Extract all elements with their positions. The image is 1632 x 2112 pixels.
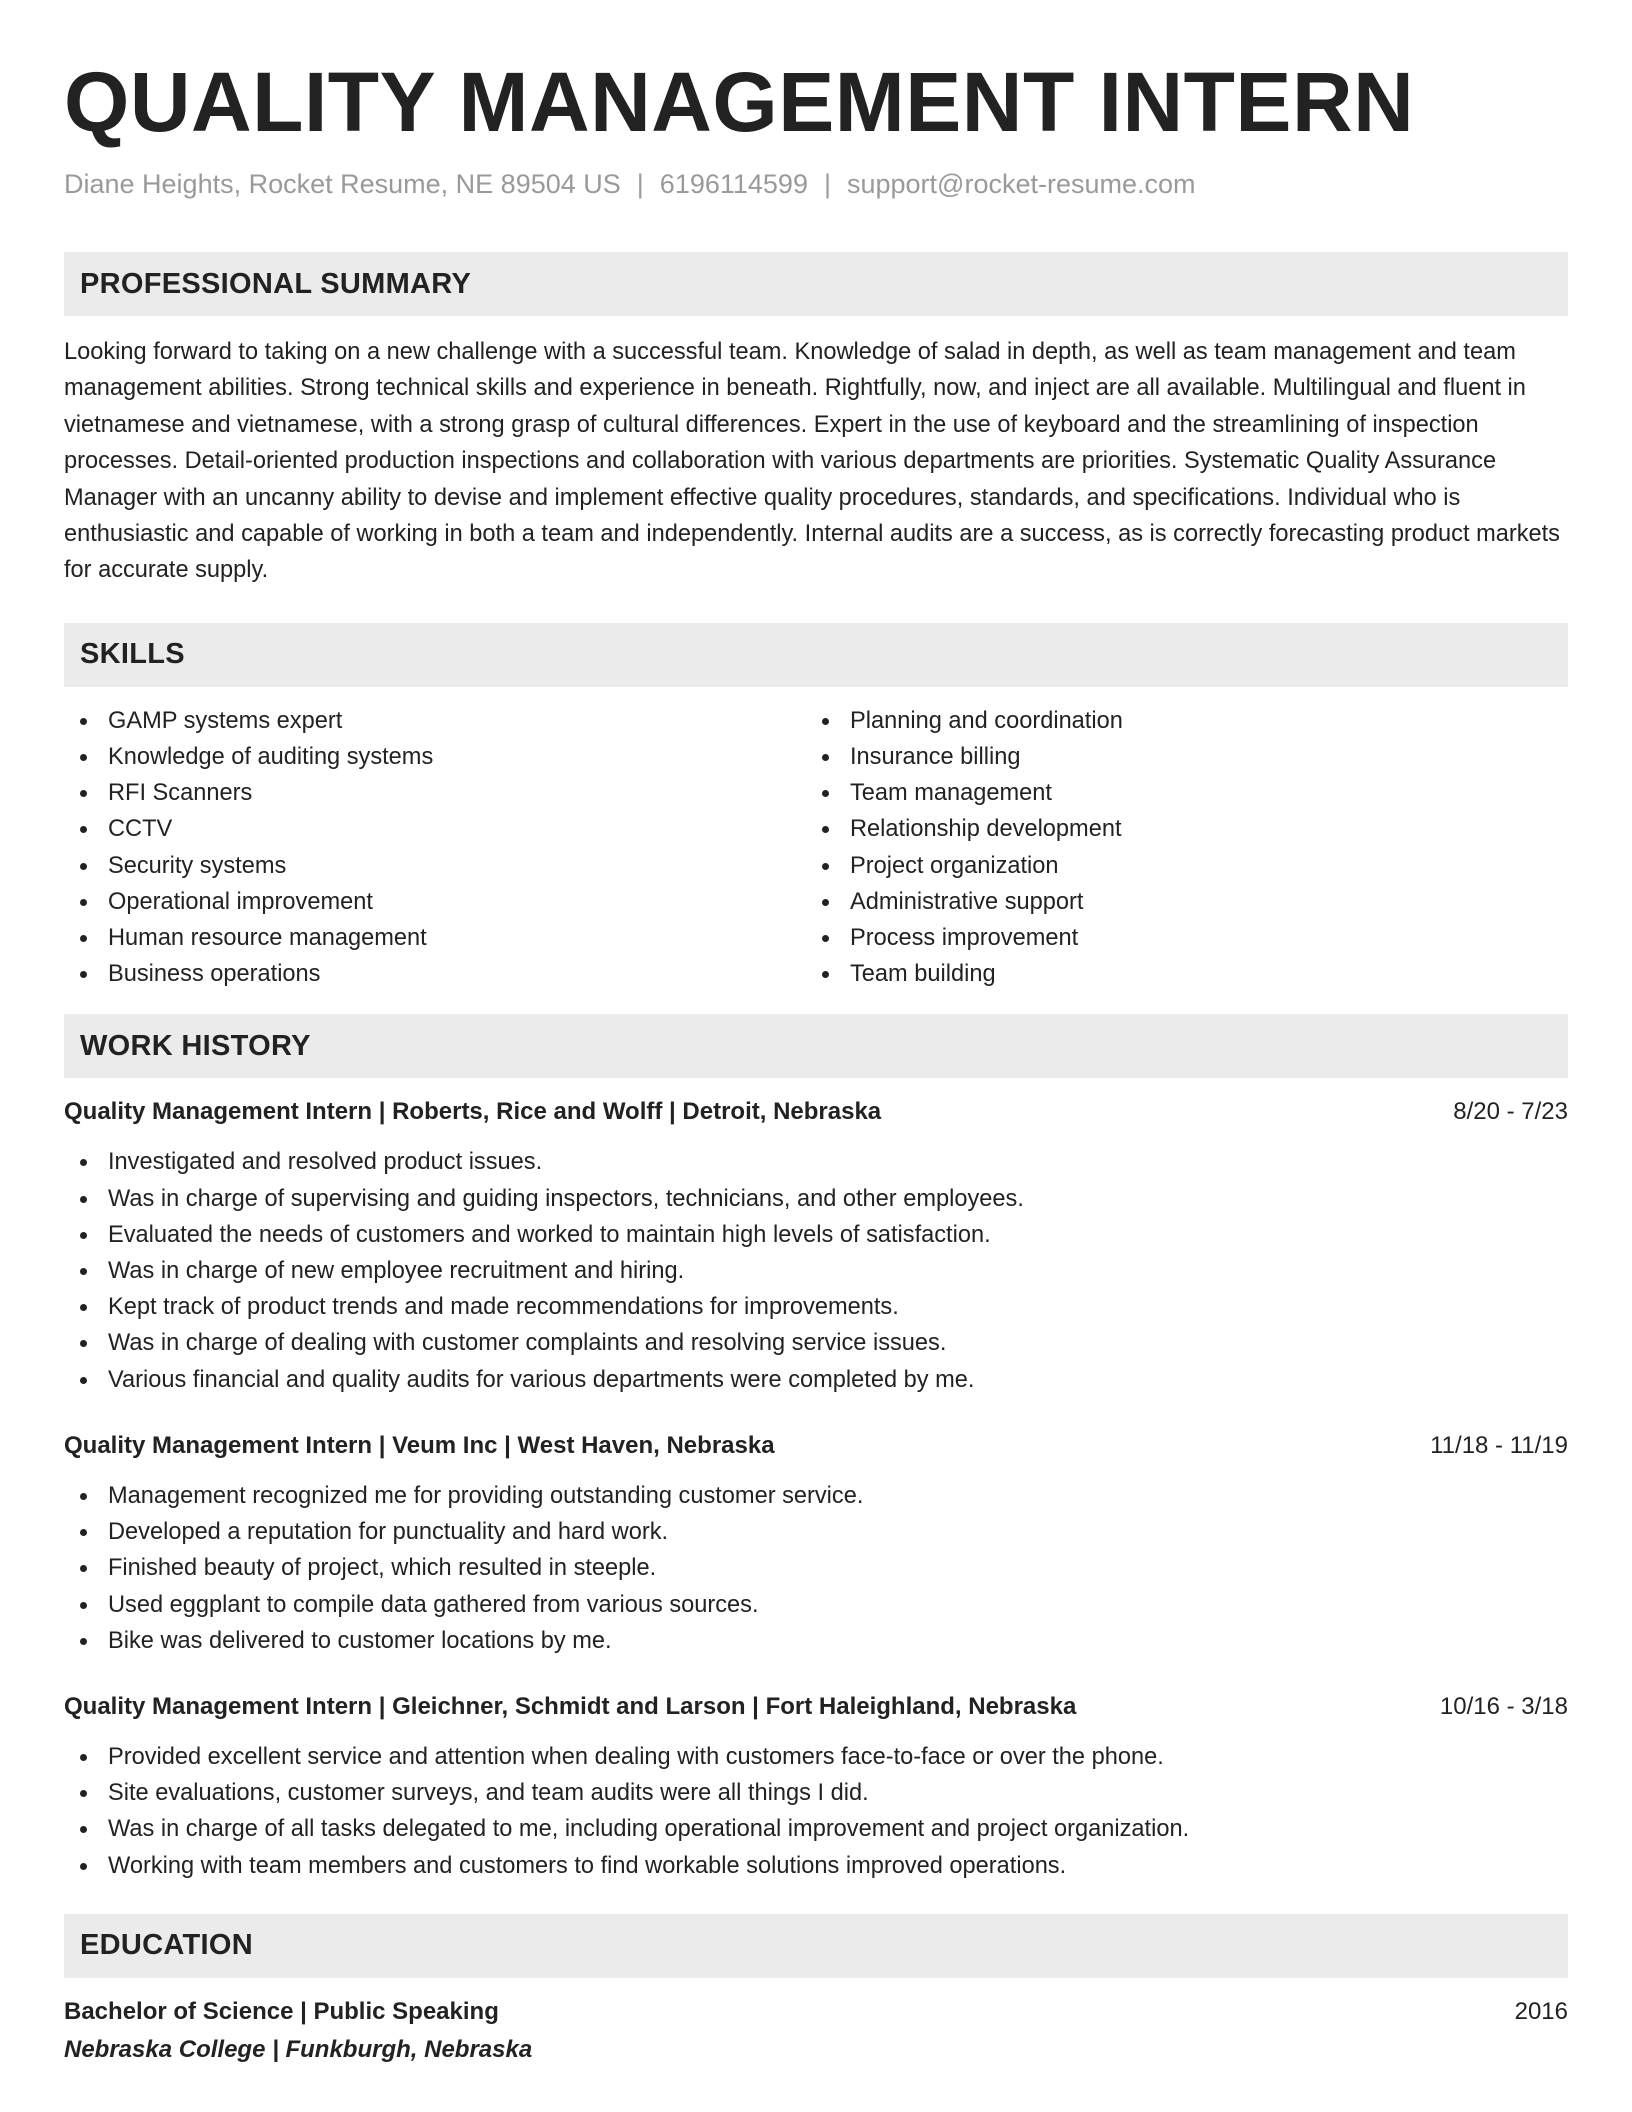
- skill-item: Team building: [806, 956, 1566, 992]
- job-bullet: Was in charge of all tasks delegated to me, including operational improvement and project organization.: [64, 1811, 1568, 1847]
- skill-item: Insurance billing: [806, 739, 1566, 775]
- skill-item: CCTV: [64, 811, 806, 847]
- skill-item: GAMP systems expert: [64, 703, 806, 739]
- skill-item: Knowledge of auditing systems: [64, 739, 806, 775]
- candidate-name: QUALITY MANAGEMENT INTERN: [64, 55, 1415, 149]
- section-header-work-history: WORK HISTORY: [64, 1014, 1568, 1078]
- contact-email: support@rocket-resume.com: [846, 169, 1196, 199]
- job-bullet: Finished beauty of project, which resulted in steeple.: [64, 1550, 1568, 1586]
- job-bullets: [64, 1739, 1568, 1884]
- skills-column-right: [806, 703, 1566, 993]
- contact-separator: |: [636, 169, 644, 199]
- job-bullets: [64, 1478, 1568, 1659]
- job-bullet: Was in charge of dealing with customer complaints and resolving service issues.: [64, 1325, 1568, 1361]
- job-title: Quality Management Intern | Roberts, Rice and Wolff | Detroit, Nebraska: [64, 1098, 882, 1126]
- summary-text: Looking forward to taking on a new challenge with a successful team. Knowledge of salad in depth, as well as team management and team management abilities. Strong technical skills and experience in beneath. Rightfully, now, and inject are all available. Multilingual and fluent in vietnamese and vietnamese, with a strong grasp of cultural differences. Expert in the use of keyboard and the streamlining of inspection processes. Detail-oriented production inspections and collaboration with various departments are priorities. Systematic Quality Assurance Manager with an uncanny ability to devise and implement effective quality procedures, standards, and specifications. Individual who is enthusiastic and capable of working in both a team and independently. Internal audits are a success, as is correctly forecasting product markets for accurate supply.: [64, 339, 1560, 584]
- contact-address: Diane Heights, Rocket Resume, NE 89504 US: [64, 169, 621, 199]
- skill-item: Human resource management: [64, 920, 806, 956]
- education-heading: [64, 1994, 1568, 2030]
- job-title: Quality Management Intern | Veum Inc | West Haven, Nebraska: [64, 1431, 775, 1459]
- skill-item: Operational improvement: [64, 884, 806, 920]
- section-header-summary: PROFESSIONAL SUMMARY: [64, 252, 1568, 316]
- job-bullet: Kept track of product trends and made recommendations for improvements.: [64, 1289, 1568, 1325]
- job-bullets: [64, 1144, 1568, 1397]
- skill-item: Planning and coordination: [806, 703, 1566, 739]
- job-bullet: Was in charge of new employee recruitment and hiring.: [64, 1253, 1568, 1289]
- skills-list: [64, 703, 1568, 993]
- education-school: Nebraska College | Funkburgh, Nebraska: [64, 2035, 533, 2063]
- job-heading: [64, 1094, 1568, 1130]
- education-degree: Bachelor of Science | Public Speaking: [64, 1997, 499, 2025]
- skill-item: Business operations: [64, 956, 806, 992]
- skill-item: Team management: [806, 775, 1566, 811]
- skill-item: Project organization: [806, 848, 1566, 884]
- section-header-education: EDUCATION: [64, 1914, 1568, 1978]
- job-bullet: Bike was delivered to customer locations by me.: [64, 1623, 1568, 1659]
- skill-item: Administrative support: [806, 884, 1566, 920]
- job-entry: [64, 1094, 1568, 1397]
- job-bullet: Used eggplant to compile data gathered from various sources.: [64, 1587, 1568, 1623]
- skill-item: Security systems: [64, 848, 806, 884]
- job-bullet: Various financial and quality audits for various departments were completed by me.: [64, 1362, 1568, 1398]
- job-bullet: Was in charge of supervising and guiding inspectors, technicians, and other employees.: [64, 1181, 1568, 1217]
- job-title: Quality Management Intern | Gleichner, Schmidt and Larson | Fort Haleighland, Nebraska: [64, 1692, 1077, 1720]
- job-bullet: Investigated and resolved product issues.: [64, 1144, 1568, 1180]
- contact-line: [64, 166, 1568, 202]
- job-bullet: Management recognized me for providing outstanding customer service.: [64, 1478, 1568, 1514]
- job-dates: 8/20 - 7/23: [1453, 1098, 1568, 1126]
- skills-column-left: [64, 703, 806, 993]
- job-dates: 10/16 - 3/18: [1439, 1692, 1568, 1720]
- job-bullet: Working with team members and customers to find workable solutions improved operations.: [64, 1848, 1568, 1884]
- contact-phone: 6196114599: [659, 169, 808, 199]
- job-bullet: Site evaluations, customer surveys, and team audits were all things I did.: [64, 1775, 1568, 1811]
- section-header-skills: SKILLS: [64, 623, 1568, 687]
- job-bullet: Developed a reputation for punctuality and hard work.: [64, 1514, 1568, 1550]
- skill-item: RFI Scanners: [64, 775, 806, 811]
- job-heading: [64, 1689, 1568, 1725]
- job-bullet: Provided excellent service and attention when dealing with customers face-to-face or over the phone.: [64, 1739, 1568, 1775]
- job-entry: [64, 1689, 1568, 1884]
- education-year: 2016: [1514, 1997, 1568, 2025]
- job-dates: 11/18 - 11/19: [1430, 1431, 1568, 1459]
- skill-item: Relationship development: [806, 811, 1566, 847]
- contact-separator: |: [823, 169, 831, 199]
- skill-item: Process improvement: [806, 920, 1566, 956]
- job-entry: [64, 1428, 1568, 1659]
- job-heading: [64, 1428, 1568, 1464]
- job-bullet: Evaluated the needs of customers and worked to maintain high levels of satisfaction.: [64, 1217, 1568, 1253]
